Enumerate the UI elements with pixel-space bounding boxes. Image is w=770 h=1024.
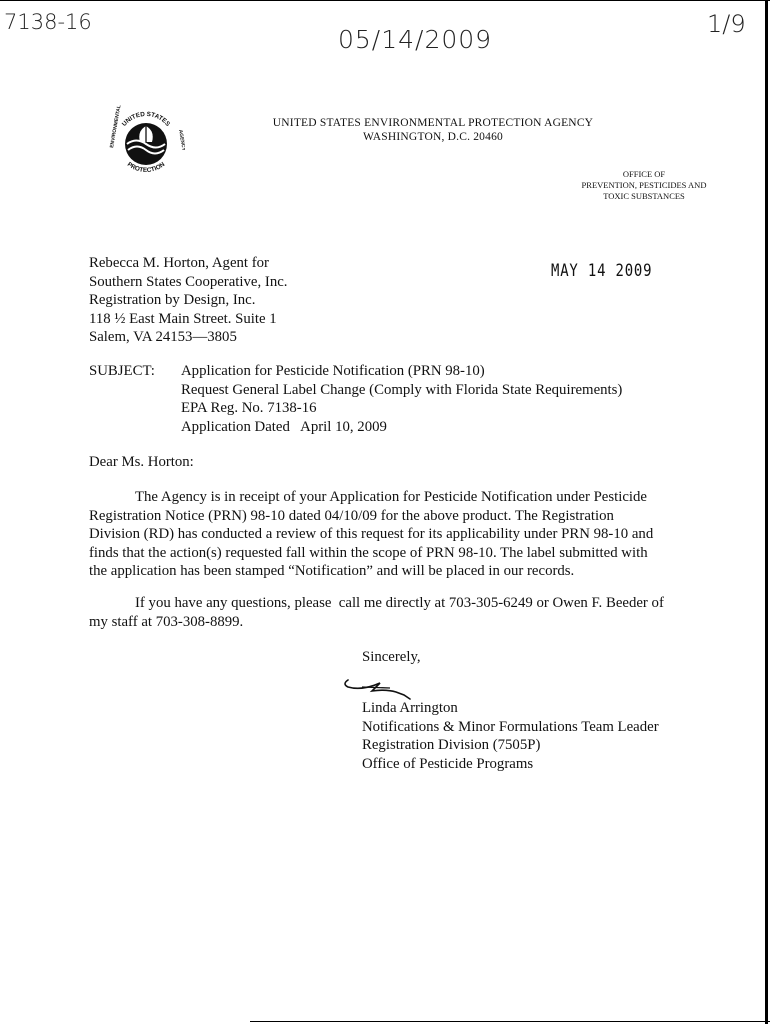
signer-title: Notifications & Minor Formulations Team Leader	[362, 718, 659, 735]
address-line: Rebecca M. Horton, Agent for	[89, 255, 269, 271]
paragraph-line: my staff at 703-308-8899.	[89, 613, 244, 630]
signer-name: Linda Arrington	[362, 700, 458, 716]
salutation: Dear Ms. Horton:	[89, 454, 194, 470]
subject-label: SUBJECT:	[89, 363, 155, 379]
recipient-address	[89, 254, 287, 347]
agency-name: UNITED STATES ENVIRONMENTAL PROTECTION AGENCY	[272, 117, 594, 129]
agency-city: WASHINGTON, D.C. 20460	[363, 131, 503, 143]
subject-line: Application Dated April 10, 2009	[181, 418, 387, 435]
office-line-3: TOXIC SUBSTANCES	[603, 191, 685, 201]
paragraph-line: Division (RD) has conducted a review of this request for its applicability under PRN 98-10 and	[89, 526, 654, 542]
address-line: Salem, VA 24153—3805	[89, 329, 237, 345]
agency-header	[228, 116, 638, 144]
signature-block	[362, 699, 659, 773]
handwritten-reg-number: 7138-16	[4, 10, 92, 34]
seal-text-bottom: PROTECTION	[125, 160, 167, 175]
seal-text-right: AGENCY	[177, 129, 185, 152]
subject-line: EPA Reg. No. 7138-16	[181, 400, 317, 416]
right-border-line	[765, 0, 768, 1024]
subject-line: Application for Pesticide Notification (PRN 98-10)	[181, 363, 485, 379]
subject-line: Request General Label Change (Comply with Florida State Requirements)	[181, 381, 623, 398]
handwritten-page-number: 1/9	[707, 10, 746, 38]
body-paragraph-1	[89, 488, 653, 581]
epa-seal-logo	[107, 104, 185, 182]
date-stamp: MAY 14 2009	[551, 261, 653, 281]
office-line-2: PREVENTION, PESTICIDES AND	[581, 180, 707, 190]
signer-division: Registration Division (7505P)	[362, 737, 541, 753]
seal-text-top: UNITED STATES	[120, 110, 172, 128]
office-line-1: OFFICE OF	[622, 169, 666, 179]
bottom-border-line	[250, 1021, 770, 1022]
handwritten-date: 05/14/2009	[338, 25, 493, 54]
address-line: 118 ½ East Main Street. Suite 1	[89, 310, 277, 327]
paragraph-line: finds that the action(s) requested fall within the scope of PRN 98-10. The label submitted with	[89, 544, 648, 561]
address-line: Southern States Cooperative, Inc.	[89, 273, 288, 290]
paragraph-line: Registration Notice (PRN) 98-10 dated 04/10/09 for the above product. The Registration	[89, 507, 614, 524]
office-of-block	[554, 169, 734, 202]
subject-lines	[181, 362, 622, 436]
address-line: Registration by Design, Inc.	[89, 292, 256, 308]
body-paragraph-2	[89, 594, 664, 631]
handwritten-signature	[338, 672, 418, 702]
paragraph-line: the application has been stamped “Notification” and will be placed in our records.	[89, 563, 575, 579]
signer-office: Office of Pesticide Programs	[362, 755, 534, 772]
paragraph-line: If you have any questions, please call me directly at 703-305-6249 or Owen F. Beeder of	[135, 595, 664, 611]
seal-text-left: ENVIRONMENTAL	[109, 104, 123, 149]
closing: Sincerely,	[362, 649, 421, 665]
top-border-line	[0, 0, 770, 1]
paragraph-line: The Agency is in receipt of your Application for Pesticide Notification under Pesticide	[135, 489, 648, 505]
